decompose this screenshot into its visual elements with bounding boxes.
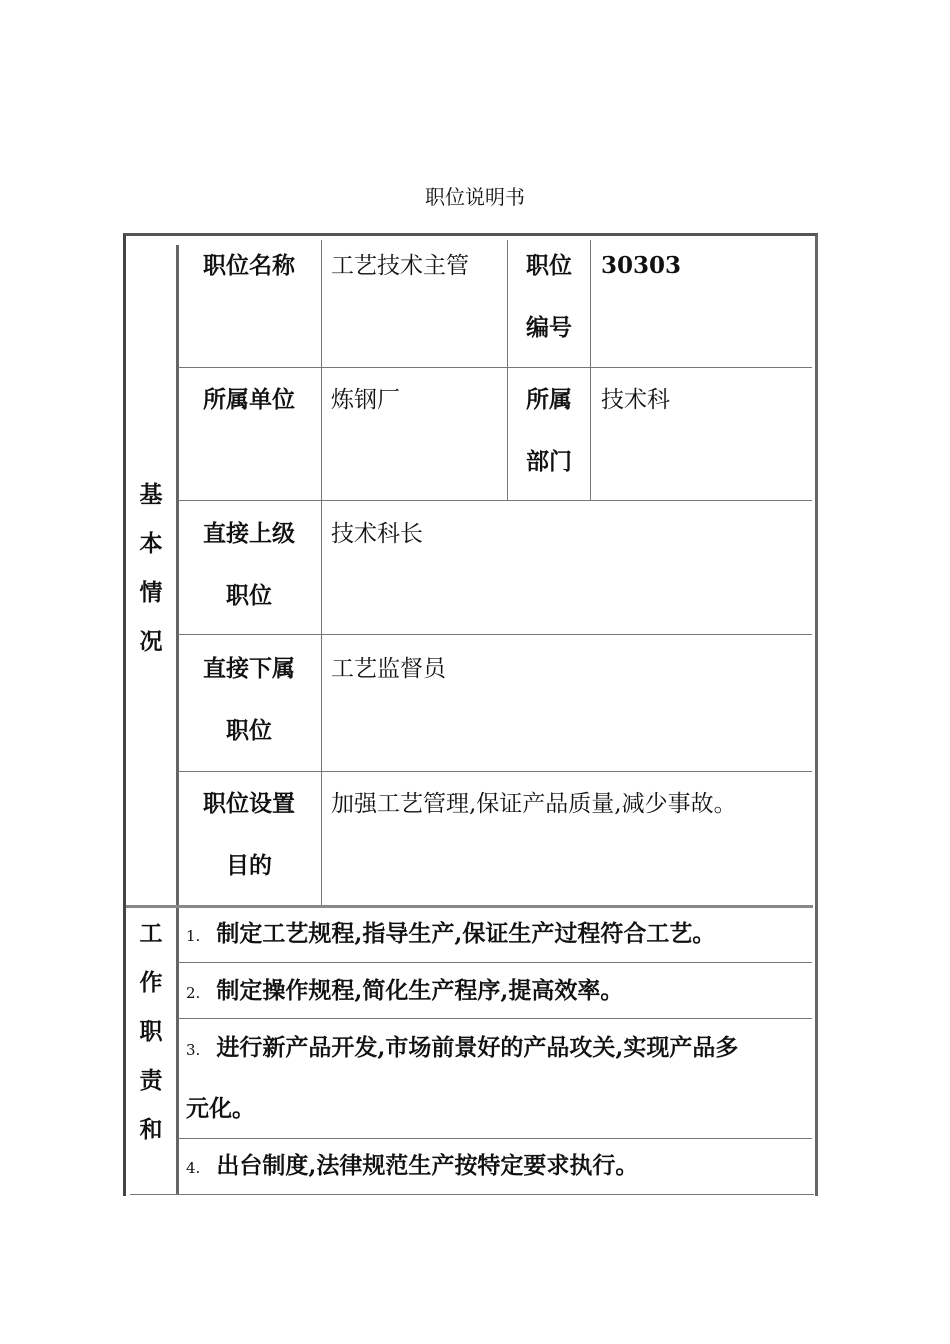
row-divider [178,367,812,368]
section-basic-label [126,470,176,666]
unit-label: 所属单位 [203,386,295,413]
department-value: 技术科 [601,387,670,413]
position-title-label: 职位名称 [203,252,295,279]
duty-item [186,1135,638,1199]
superior-label-line2: 职位 [226,582,272,609]
purpose-value: 加强工艺管理,保证产品质量,减少事故。 [331,791,737,817]
duty-item [186,960,623,1024]
position-code-label-line2: 编号 [526,314,572,341]
duty-text: 出台制度,法律规范生产按特定要求执行。 [216,1152,639,1179]
duty-number: 3. [186,1041,201,1059]
duty-item-continuation [186,1078,255,1140]
row-divider [178,771,812,772]
duty-number: 1. [186,927,201,945]
superior-value: 技术科长 [331,521,423,547]
duty-item [186,1017,738,1081]
column-divider [321,240,322,906]
section-duties-text: 工作职责和 [139,920,163,1143]
subordinate-label-line2: 职位 [226,717,272,744]
duty-text-line1: 进行新产品开发,市场前景好的产品攻关,实现产品多 [216,1034,739,1061]
document-title: 职位说明书 [425,185,525,209]
purpose-label-line2: 目的 [226,852,272,879]
section-basic-text: 基本情况 [139,481,163,655]
column-divider [590,240,591,501]
department-label-line1: 所属 [526,386,572,413]
purpose-label-line1: 职位设置 [203,790,295,817]
position-code-value: 30303 [601,252,682,279]
row-divider [178,500,812,501]
section-duties-label [126,909,176,1154]
superior-label-line1: 直接上级 [203,520,295,547]
subordinate-label-line1: 直接下属 [203,655,295,682]
row-divider [178,634,812,635]
duty-text: 制定操作规程,简化生产程序,提高效率。 [216,977,624,1004]
unit-value: 炼钢厂 [331,387,400,413]
duty-text-line2: 元化。 [186,1095,255,1122]
position-code-label-line1: 职位 [526,252,572,279]
duty-item [186,903,715,967]
department-label-line2: 部门 [526,448,572,475]
duty-number: 4. [186,1159,201,1177]
duty-number: 2. [186,984,201,1002]
duty-text: 制定工艺规程,指导生产,保证生产过程符合工艺。 [216,920,716,947]
position-title-value: 工艺技术主管 [331,253,469,279]
subordinate-value: 工艺监督员 [331,656,446,682]
